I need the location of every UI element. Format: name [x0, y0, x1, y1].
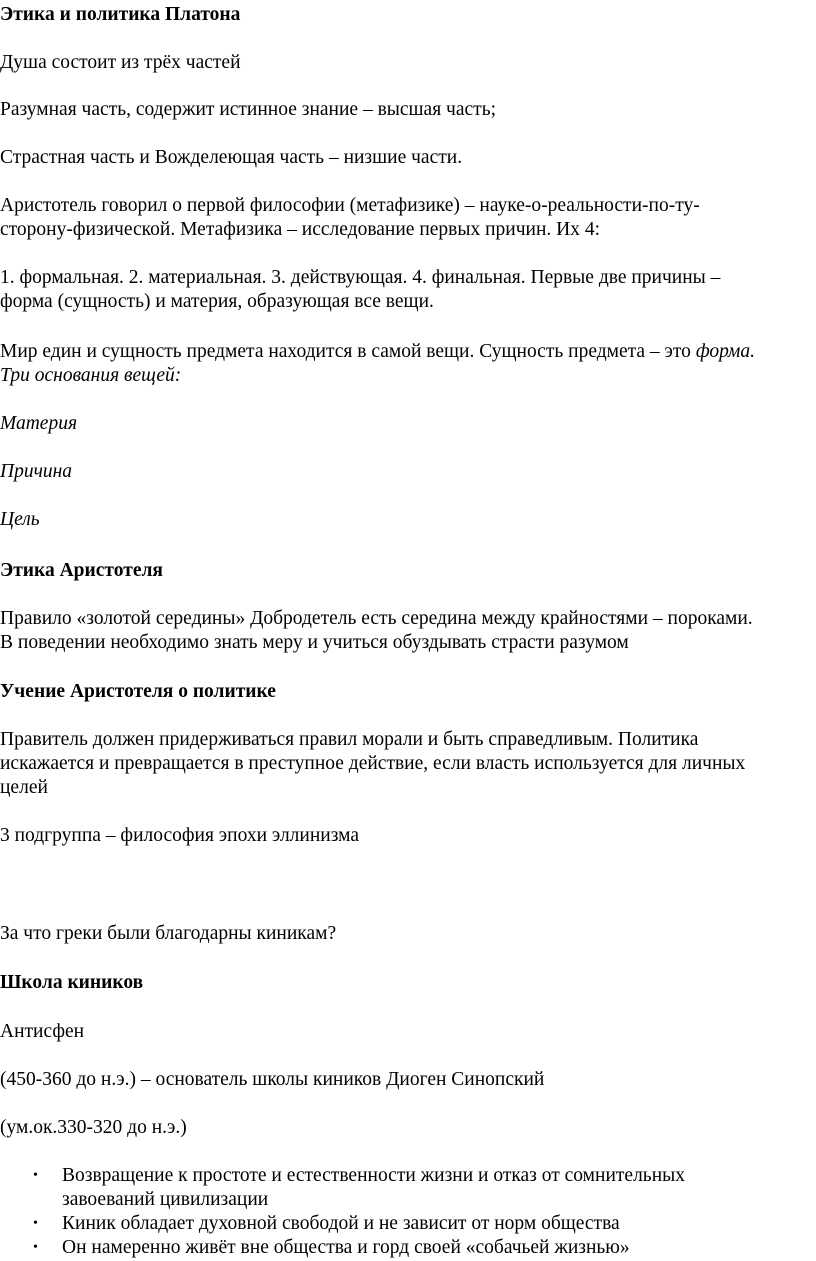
bullet-icon: •: [33, 1216, 38, 1231]
heading-politics-aristotle: Учение Аристотеля о политике: [0, 681, 276, 702]
question-cynics: За что греки были благодарны киникам?: [0, 923, 337, 944]
golden-mean-line2: В поведении необходимо знать меру и учиться обуздывать страсти разумом: [0, 632, 629, 653]
foundation-goal: Цель: [0, 509, 40, 530]
diogenes-dates: (ум.ок.330-320 до н.э.): [0, 1117, 187, 1138]
world-one-text: Мир един и сущность предмета находится в самой вещи. Сущность предмета – это: [0, 341, 696, 362]
foundation-cause: Причина: [0, 461, 73, 482]
bullet-icon: •: [33, 1240, 38, 1255]
bullet-icon: •: [33, 1168, 38, 1183]
founder-line: (450-360 до н.э.) – основатель школы киников Диоген Синопский: [0, 1069, 545, 1090]
golden-mean-line1: Правило «золотой середины» Добродетель есть середина между крайностями – пороками.: [0, 608, 753, 629]
ruler-line3: целей: [0, 777, 48, 798]
list-item-text: Возвращение к простоте и естественности жизни и отказ от сомнительных: [62, 1165, 685, 1186]
heading-ethics-aristotle: Этика Аристотеля: [0, 560, 163, 581]
heading-cynics: Школа киников: [0, 972, 144, 993]
passionate-part: Страстная часть и Вожделеющая часть – низшие части.: [0, 147, 463, 168]
causes-line2: форма (сущность) и материя, образующая все вещи.: [0, 291, 434, 312]
ruler-line2: искажается и превращается в преступное действие, если власть используется для личных: [0, 753, 746, 774]
three-foundations: Три основания вещей:: [0, 365, 182, 386]
subgroup-line: 3 подгруппа – философия эпохи эллинизма: [0, 825, 359, 846]
antisthenes: Антисфен: [0, 1021, 85, 1042]
heading-plato: Этика и политика Платона: [0, 4, 241, 25]
causes-line1: 1. формальная. 2. материальная. 3. действующая. 4. финальная. Первые две причины –: [0, 267, 721, 288]
aristotle-metaphysics-line1: Аристотель говорил о первой философии (метафизике) – науке-о-реальности-по-ту-: [0, 195, 700, 216]
list-item-text: Он намеренно живёт вне общества и горд своей «собачьей жизнью»: [62, 1237, 630, 1258]
aristotle-metaphysics-line2: сторону-физической. Метафизика – исследование первых причин. Их 4:: [0, 219, 601, 240]
form-italic: форма.: [695, 341, 755, 362]
foundation-matter: Материя: [0, 413, 78, 434]
list-item-text-continued: завоеваний цивилизации: [62, 1189, 269, 1210]
world-one-line: [0, 340, 755, 364]
rational-part: Разумная часть, содержит истинное знание – высшая часть;: [0, 99, 497, 120]
list-item-text: Киник обладает духовной свободой и не зависит от норм общества: [62, 1213, 620, 1234]
soul-intro: Душа состоит из трёх частей: [0, 52, 241, 73]
ruler-line1: Правитель должен придерживаться правил морали и быть справедливым. Политика: [0, 729, 699, 750]
